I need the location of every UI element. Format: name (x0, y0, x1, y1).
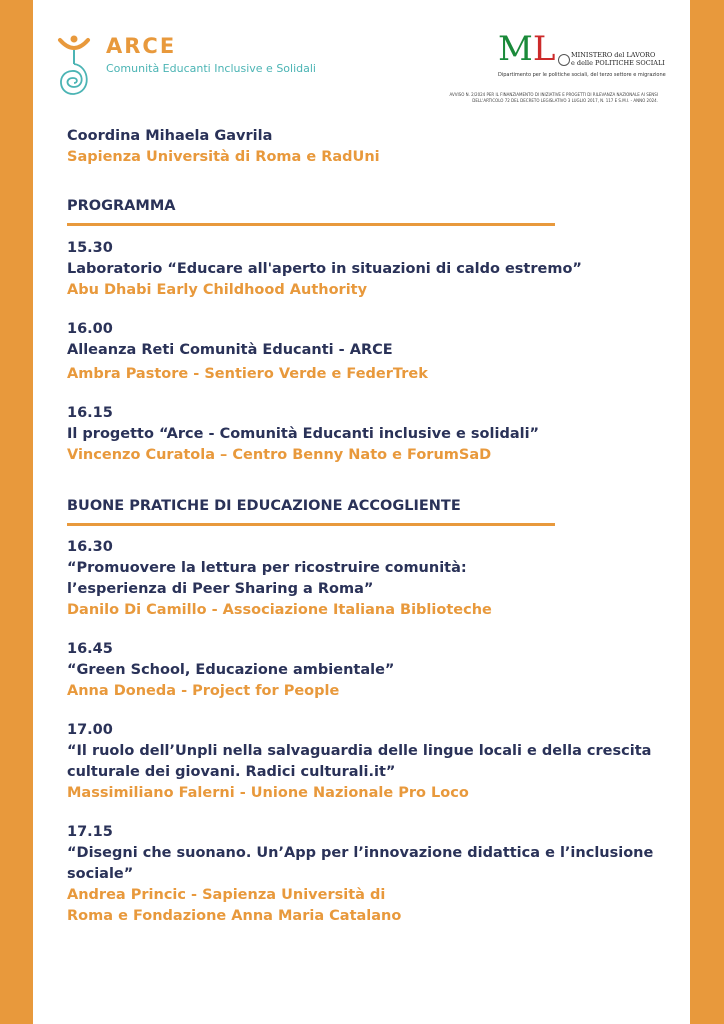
item-title-line: culturale dei giovani. Radici culturali.it” (67, 764, 396, 780)
ministry-department: Dipartimento per le politiche sociali, del terzo settore e migrazione (498, 72, 666, 78)
arce-wordmark: ARCE (106, 34, 177, 58)
section-title-programma: PROGRAMMA (67, 198, 176, 214)
item-time: 16.45 (67, 641, 113, 657)
item-speaker: Andrea Princic - Sapienza Università di (67, 887, 386, 903)
program-item (67, 238, 667, 301)
item-time: 17.00 (67, 722, 113, 738)
item-title-line: l’esperienza di Peer Sharing a Roma” (67, 581, 374, 597)
item-time: 16.00 (67, 321, 113, 337)
program-item (67, 639, 667, 702)
program-content (67, 126, 667, 927)
arce-logo (54, 34, 314, 114)
item-speaker: Massimiliano Falerni - Unione Nazionale Pro Loco (67, 785, 469, 801)
item-speaker: Roma e Fondazione Anna Maria Catalano (67, 908, 402, 924)
item-speaker: Danilo Di Camillo - Associazione Italiana Biblioteche (67, 602, 492, 618)
spiral-figure-icon (54, 34, 104, 114)
item-time: 16.30 (67, 539, 113, 555)
program-item (67, 319, 667, 385)
item-title-line: “Promuovere la lettura per ricostruire comunità: (67, 560, 467, 576)
ministry-logo (498, 29, 666, 92)
item-speaker: Vincenzo Curatola – Centro Benny Nato e ForumSaD (67, 447, 492, 463)
item-time: 15.30 (67, 240, 113, 256)
item-speaker: Abu Dhabi Early Childhood Authority (67, 282, 368, 298)
ministry-title: MINISTERO del LAVORO e delle POLITICHE SOCIALI (571, 51, 665, 67)
item-title-line: “Disegni che suonano. Un’App per l’innovazione didattica e l’inclusione (67, 845, 654, 861)
item-title-line: “Il ruolo dell’Unpli nella salvaguardia delle lingue locali e della crescita (67, 743, 652, 759)
program-item (67, 822, 667, 927)
arce-tagline: Comunità Educanti Inclusive e Solidali (106, 62, 316, 75)
coordinator-affiliation: Sapienza Università di Roma e RadUni (67, 149, 380, 165)
right-accent-band (690, 0, 724, 1024)
item-time: 16.15 (67, 405, 113, 421)
republic-emblem-icon (558, 54, 570, 66)
program-item (67, 720, 667, 804)
item-title-line: “Green School, Educazione ambientale” (67, 662, 395, 678)
item-title: Il progetto “Arce - Comunità Educanti inclusive e solidali” (67, 426, 540, 442)
program-item (67, 403, 667, 466)
item-speaker: Anna Doneda - Project for People (67, 683, 340, 699)
avviso-notice: AVVISO N. 2/2024 PER IL FINANZIAMENTO DI INIZIATIVE E PROGETTI DI RILEVANZA NAZIONALE AI SENSI DELL'ARTICOLO 72 DEL DECRETO LEGISLATIVO 3 LUGLIO 2017, N. 117 E S.M.I. - ANNO 2024. (449, 92, 658, 103)
item-title: Alleanza Reti Comunità Educanti - ARCE (67, 342, 393, 358)
item-speaker: Ambra Pastore - Sentiero Verde e FederTrek (67, 366, 428, 382)
item-title-line: sociale” (67, 866, 134, 882)
section-title-buone-pratiche: BUONE PRATICHE DI EDUCAZIONE ACCOGLIENTE (67, 498, 461, 514)
coordinator: Coordina Mihaela Gavrila (67, 128, 273, 144)
program-item (67, 537, 667, 621)
item-title: Laboratorio “Educare all'aperto in situazioni di caldo estremo” (67, 261, 582, 277)
ministry-initials: ML (498, 29, 556, 69)
item-time: 17.15 (67, 824, 113, 840)
left-accent-band (0, 0, 33, 1024)
